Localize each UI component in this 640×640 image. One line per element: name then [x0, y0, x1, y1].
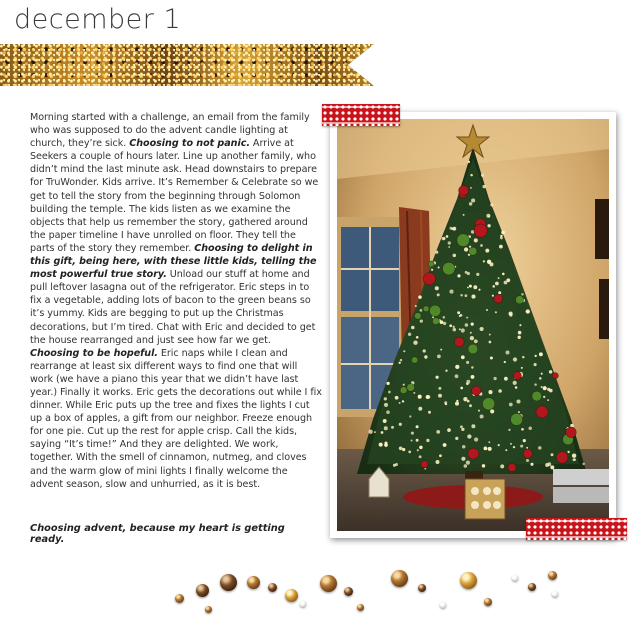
sequin	[196, 584, 209, 597]
tree-light	[501, 231, 505, 235]
tree-light	[509, 403, 513, 407]
tree-light	[455, 365, 459, 369]
tree-light	[466, 461, 470, 465]
ornament	[459, 185, 469, 195]
tree-light	[510, 443, 512, 445]
tree-light	[473, 285, 477, 289]
tree-light	[399, 362, 401, 364]
tree-light	[448, 241, 451, 244]
christmas-tree-illustration	[337, 119, 609, 531]
tree-light	[534, 383, 537, 386]
ornament	[474, 224, 487, 237]
tree-light	[480, 415, 484, 419]
tree-light	[467, 434, 471, 438]
tree-light	[400, 359, 402, 361]
tree-light	[411, 326, 415, 330]
tree-light	[480, 244, 483, 247]
journal-segment: Unload our stuff at home and pull leftover lasagna out of the refrigerator. Eric steps in to fix a vegetable, adding lots of bacon to the green beans so it’s yummy. Kids are begging to put up the Christmas decorations, but I’m tired. Chat with Eric and decided to get the house rearranged and just see how far we get.	[30, 269, 316, 346]
tree-light	[368, 430, 372, 434]
ornament	[494, 294, 503, 303]
tree-light	[504, 377, 508, 381]
tree-light	[499, 245, 503, 249]
journal-emphasis: Choosing to be hopeful.	[30, 347, 158, 359]
tree-light	[408, 451, 411, 454]
wall-frame	[595, 199, 609, 259]
ornament	[511, 413, 523, 425]
ornament	[472, 386, 481, 395]
tree-light	[415, 305, 417, 307]
tree-light	[567, 451, 569, 453]
tree-light	[500, 464, 504, 468]
tree-light	[504, 361, 506, 363]
tree-light	[464, 247, 468, 251]
tree-light	[388, 391, 391, 394]
tree-light	[464, 464, 468, 468]
sequin	[548, 571, 557, 580]
tree-light	[443, 443, 447, 447]
tree-light	[535, 355, 537, 357]
tree-light	[465, 323, 469, 327]
tree-light	[384, 397, 387, 400]
tree-light	[374, 431, 376, 433]
tree-light	[545, 463, 549, 467]
tree-light	[424, 355, 427, 358]
tree-light	[469, 202, 472, 205]
tree-light	[448, 246, 450, 248]
tree-light	[460, 314, 463, 317]
tree-light	[488, 447, 492, 451]
tree-light	[470, 332, 472, 334]
tree-light	[399, 402, 401, 404]
tree-light	[498, 444, 500, 446]
tree-light	[478, 289, 480, 291]
ornament	[532, 391, 542, 401]
tree-light	[518, 336, 521, 339]
tree-light	[463, 214, 465, 216]
tree-light	[467, 400, 470, 403]
tree-light	[513, 381, 517, 385]
stereo	[553, 469, 609, 485]
tree-light	[466, 317, 468, 319]
red-polka-dot-tape-top	[322, 104, 400, 126]
tree-light	[471, 424, 475, 428]
tree-light	[437, 355, 441, 359]
tree-light	[443, 322, 446, 325]
tree-light	[419, 446, 422, 449]
tree-light	[467, 287, 469, 289]
tree-light	[506, 351, 510, 355]
tree-light	[461, 328, 465, 332]
tree-light	[453, 328, 457, 332]
sequin	[220, 574, 237, 591]
tree-light	[449, 290, 453, 294]
tree-light	[513, 446, 515, 448]
tree-light	[451, 227, 454, 230]
tree-light	[443, 316, 445, 318]
tree-light	[436, 430, 440, 434]
tree-light	[521, 367, 523, 369]
tree-light	[416, 336, 419, 339]
tree-light	[500, 236, 503, 239]
tree-light	[523, 439, 526, 442]
tree-light	[470, 187, 472, 189]
tree-light	[526, 309, 530, 313]
ornament	[400, 387, 407, 394]
tree-light	[411, 432, 414, 435]
ornament	[523, 449, 532, 458]
tree-light	[470, 174, 473, 177]
sequin	[320, 575, 337, 592]
tree-light	[489, 334, 491, 336]
tree-light	[483, 260, 485, 262]
tree-light	[386, 410, 390, 414]
tree-light	[543, 396, 545, 398]
sequin	[552, 591, 558, 597]
tree-light	[547, 399, 549, 401]
tree-light	[386, 382, 389, 385]
tree-light	[384, 403, 388, 407]
tree-light	[461, 355, 465, 359]
tree-light	[538, 446, 542, 450]
tree-light	[461, 428, 464, 431]
ornament	[469, 247, 477, 255]
tree-light	[470, 336, 474, 340]
tree-light	[572, 454, 576, 458]
sequin	[418, 584, 426, 592]
gift-box	[465, 479, 505, 519]
tree-light	[508, 429, 510, 431]
gold-glitter-banner	[0, 44, 374, 86]
tree-light	[384, 426, 388, 430]
tree-light	[541, 386, 543, 388]
sequin	[268, 583, 277, 592]
ornament	[482, 398, 494, 410]
ornament	[536, 406, 548, 418]
ornament	[407, 384, 415, 392]
tree-light	[539, 377, 542, 380]
ornament	[552, 373, 558, 379]
tree-light	[471, 375, 475, 379]
tree-light	[466, 380, 470, 384]
tree-light	[455, 402, 459, 406]
tree-light	[488, 441, 490, 443]
journal-segment: Morning started with a challenge, an email from the family who was supposed to do the advent candle lighting at church, they’re sick.	[30, 112, 310, 150]
tree-light	[418, 295, 422, 299]
tree-light	[413, 341, 417, 345]
tree-light	[411, 440, 413, 442]
tree-light	[435, 286, 439, 290]
tree-light	[402, 400, 404, 402]
journal-segment: Eric naps while I clean and rearrange at least six different ways to find one that will work (we have a piano this year that we didn’t have last year.) Finally it works. Eric gets the decorations out while I fix dinner. While Eric puts up the tree and fixes the lights I cut up a box of apples, a gift from our neighbor. Freeze enough for one pie. Cut up the rest for apple crisp. Call the kids, saying “It’s time!” And they are delighted. We work, together. With the smell of cinnamon, nutmeg, and cloves and the warm glow of mini lights I finally welcome the advent season, slow and unhurried, as it is best.	[30, 347, 322, 490]
tree-light	[468, 161, 470, 163]
tree-light	[498, 389, 502, 393]
tree-light	[428, 411, 431, 414]
tree-light	[518, 331, 522, 335]
tree-light	[459, 328, 461, 330]
tree-light	[509, 313, 512, 316]
tree-light	[515, 386, 518, 389]
tree-light	[445, 370, 447, 372]
tree-light	[461, 457, 465, 461]
tree-light	[399, 446, 403, 450]
tree-light	[446, 235, 449, 238]
tree-light	[403, 350, 405, 352]
tree-light	[474, 339, 478, 343]
tree-light	[471, 366, 473, 368]
ornament	[468, 344, 478, 354]
tree-light	[534, 363, 537, 366]
tree-light	[440, 320, 444, 324]
tree-light	[495, 311, 497, 313]
tree-light	[549, 370, 552, 373]
tree-light	[420, 319, 423, 322]
tree-light	[490, 357, 493, 360]
tree-light	[438, 394, 442, 398]
tree-light	[462, 445, 466, 449]
tree-light	[487, 260, 491, 264]
page-title: december 1	[14, 4, 182, 35]
tree-light	[449, 324, 452, 327]
ornament	[414, 313, 421, 320]
tree-light	[416, 439, 419, 442]
tree-light	[395, 396, 399, 400]
tree-light	[488, 215, 490, 217]
tree-light	[452, 326, 454, 328]
ornament	[508, 464, 516, 472]
sequin	[440, 602, 446, 608]
tree-light	[543, 386, 547, 390]
tree-light	[502, 273, 505, 276]
ornament	[423, 273, 435, 285]
tree-light	[551, 453, 554, 456]
tree-light	[474, 437, 478, 441]
sequin	[205, 606, 212, 613]
tree-light	[423, 349, 426, 352]
journal-emphasis: Choosing to delight in this gift, being here, with these little kids, telling the most powerful true story.	[30, 242, 317, 281]
tree-light	[408, 333, 411, 336]
tree-light	[490, 203, 493, 206]
tree-light	[438, 267, 440, 269]
tree-light	[447, 428, 451, 432]
tree-light	[518, 411, 520, 413]
tree-light	[469, 285, 472, 288]
sequin	[460, 572, 477, 589]
tree-light	[399, 423, 402, 426]
tree-light	[417, 449, 419, 451]
ornament	[457, 234, 470, 247]
tree-light	[439, 454, 442, 457]
photo-frame	[330, 112, 616, 538]
tree-light	[383, 419, 387, 423]
tree-light	[498, 277, 500, 279]
tree-light	[541, 373, 543, 375]
sequin	[175, 594, 184, 603]
tree-light	[457, 274, 460, 277]
tree-light	[466, 361, 469, 364]
ornament	[513, 372, 521, 380]
tree-light	[460, 425, 463, 428]
tree-light	[504, 281, 508, 285]
tree-light	[582, 463, 584, 465]
tree-light	[435, 251, 438, 254]
tree-light	[471, 198, 475, 202]
tree-light	[435, 376, 438, 379]
tree-light	[384, 441, 387, 444]
tree-light	[485, 249, 489, 253]
tree-light	[480, 327, 484, 331]
tree-light	[484, 447, 488, 451]
ornament	[428, 261, 434, 267]
tree-light	[381, 431, 384, 434]
tree-light	[495, 282, 499, 286]
tree-light	[431, 269, 433, 271]
tree-light	[443, 237, 446, 240]
journal-segment: Arrive at Seekers a couple of hours later. Line up another family, who didn’t mind the last minute ask. Head downstairs to prepare for TruWonder. Kids arrive. It’s Remember & Celebrate so we get to tell the story from the beginning through Solomon building the temple. The kids listen as we examine the objects that help us remember the story, gathered around the paper timeline I have unrolled on floor. They tell the parts of the story they remember.	[30, 138, 319, 254]
tree-light	[457, 311, 460, 314]
ornament	[516, 296, 524, 304]
tree-light	[474, 238, 478, 242]
tree-light	[402, 448, 405, 451]
tree-light	[490, 409, 494, 413]
tree-light	[492, 295, 494, 297]
ornament	[421, 461, 428, 468]
tree-light	[465, 294, 468, 297]
tree-light	[493, 377, 496, 380]
tree-light	[530, 463, 533, 466]
tree-light	[486, 309, 488, 311]
ornament	[468, 448, 479, 459]
tree-light	[492, 285, 495, 288]
ornament	[443, 262, 456, 275]
tree-light	[573, 458, 576, 461]
tree-light	[465, 271, 468, 274]
christmas-tree-photo	[337, 119, 609, 531]
tree-light	[426, 439, 429, 442]
tree-light	[513, 357, 517, 361]
tree-light	[471, 323, 474, 326]
sequin	[247, 576, 260, 589]
tree-light	[413, 392, 415, 394]
tree-light	[521, 428, 524, 431]
journal-text	[30, 111, 322, 491]
tree-light	[420, 309, 423, 312]
tree-light	[418, 395, 422, 399]
sequin	[357, 604, 364, 611]
sequin	[285, 589, 298, 602]
tree-light	[498, 291, 501, 294]
tree-light	[426, 395, 430, 399]
tree-light	[471, 295, 475, 299]
tree-light	[489, 341, 492, 344]
tree-light	[526, 459, 529, 462]
tree-light	[481, 174, 484, 177]
tree-light	[528, 427, 532, 431]
red-polka-dot-tape-bottom	[526, 518, 627, 540]
tree-light	[550, 465, 554, 469]
tree-light	[393, 464, 396, 467]
tree-light	[469, 404, 472, 407]
sequin	[300, 601, 306, 607]
journal-emphasis: Choosing to not panic.	[129, 138, 250, 150]
tree-light	[453, 254, 457, 258]
tree-light	[516, 399, 520, 403]
tree-light	[456, 400, 458, 402]
closing-line: Choosing advent, because my heart is getting ready.	[30, 523, 285, 545]
tree-light	[505, 449, 507, 451]
tree-light	[549, 389, 553, 393]
tree-light	[522, 356, 525, 359]
tree-light	[444, 401, 447, 404]
sequin	[391, 570, 408, 587]
tree-light	[391, 426, 394, 429]
ornament	[423, 306, 429, 312]
tree-light	[520, 445, 523, 448]
tree-light	[460, 387, 463, 390]
ornament	[432, 318, 439, 325]
ornament	[556, 452, 568, 464]
sequin	[528, 583, 536, 591]
tree-light	[460, 294, 462, 296]
tree-light	[440, 349, 442, 351]
sequin	[512, 575, 518, 581]
tree-light	[419, 455, 422, 458]
sequin	[484, 598, 492, 606]
ornament	[429, 305, 440, 316]
tree-light	[482, 185, 485, 188]
ornament	[454, 337, 464, 347]
tree-light	[478, 410, 480, 412]
ornament	[412, 357, 418, 363]
tree-light	[526, 447, 528, 449]
ornament	[566, 427, 577, 438]
tree-light	[519, 324, 521, 326]
tree-light	[488, 390, 492, 394]
tree-light	[418, 407, 422, 411]
tree-light	[455, 374, 459, 378]
tree-light	[403, 384, 405, 386]
tree-light	[482, 464, 485, 467]
tree-light	[409, 415, 411, 417]
tree-light	[379, 443, 383, 447]
tree-light	[438, 387, 441, 390]
sequin	[344, 587, 353, 596]
tree-light	[521, 293, 523, 295]
tree-light	[437, 293, 440, 296]
tree-light	[476, 273, 479, 276]
tree-light	[455, 437, 458, 440]
tree-light	[416, 425, 419, 428]
tree-light	[436, 460, 440, 464]
tree-light	[539, 352, 543, 356]
tree-light	[487, 224, 490, 227]
